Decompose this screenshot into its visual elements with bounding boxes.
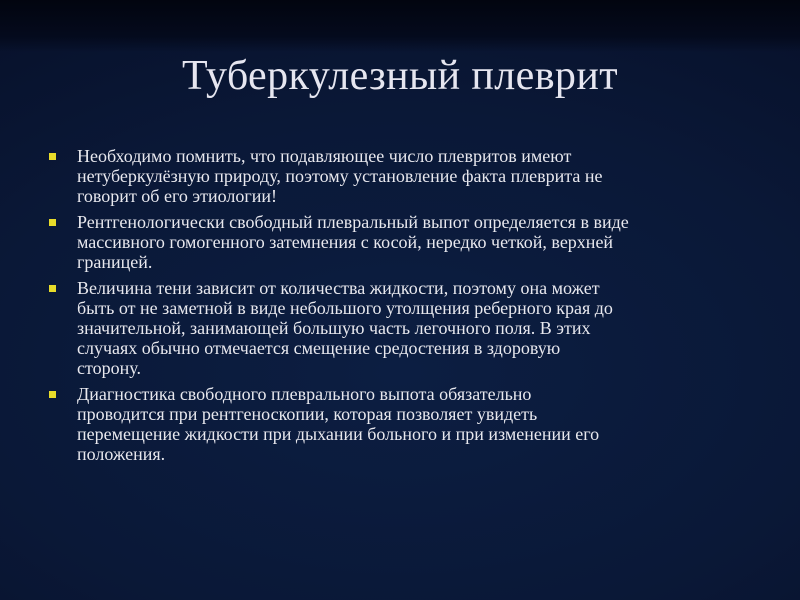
bullet-text: [77, 212, 757, 272]
slide-title: Туберкулезный плеврит: [182, 53, 618, 99]
bullet-line: проводится при рентгеноскопии, которая позволяет увидеть: [77, 404, 538, 424]
square-bullet-icon: [49, 285, 56, 292]
bullet-line: значительной, занимающей большую часть легочного поля. В этих: [77, 318, 591, 338]
bullet-line: Диагностика свободного плеврального выпота обязательно: [77, 384, 532, 404]
bullet-text: [77, 146, 757, 206]
square-bullet-icon: [49, 219, 56, 226]
bullet-list: [0, 146, 800, 470]
bullet-line: говорит об его этиологии!: [77, 186, 278, 206]
bullet-item: [0, 384, 800, 464]
bullet-line: случаях обычно отмечается смещение средостения в здоровую: [77, 338, 561, 358]
bullet-line: нетуберкулёзную природу, поэтому установление факта плеврита не: [77, 166, 603, 186]
bullet-line: Величина тени зависит от количества жидкости, поэтому она может: [77, 278, 600, 298]
bullet-item: [0, 278, 800, 378]
bullet-line: перемещение жидкости при дыхании больного и при изменении его: [77, 424, 600, 444]
bullet-line: быть от не заметной в виде небольшого утолщения реберного края до: [77, 298, 613, 318]
bullet-line: Необходимо помнить, что подавляющее число плевритов имеют: [77, 146, 572, 166]
bullet-line: Рентгенологически свободный плевральный выпот определяется в виде: [77, 212, 629, 232]
bullet-line: границей.: [77, 252, 153, 272]
bullet-text: [77, 384, 757, 464]
bullet-item: [0, 146, 800, 206]
bullet-text: [77, 278, 757, 378]
square-bullet-icon: [49, 153, 56, 160]
square-bullet-icon: [49, 391, 56, 398]
bullet-line: положения.: [77, 444, 166, 464]
top-dark-band: [0, 0, 800, 52]
bullet-line: сторону.: [77, 358, 141, 378]
bullet-line: массивного гомогенного затемнения с косой, нередко четкой, верхней: [77, 232, 614, 252]
bullet-item: [0, 212, 800, 272]
